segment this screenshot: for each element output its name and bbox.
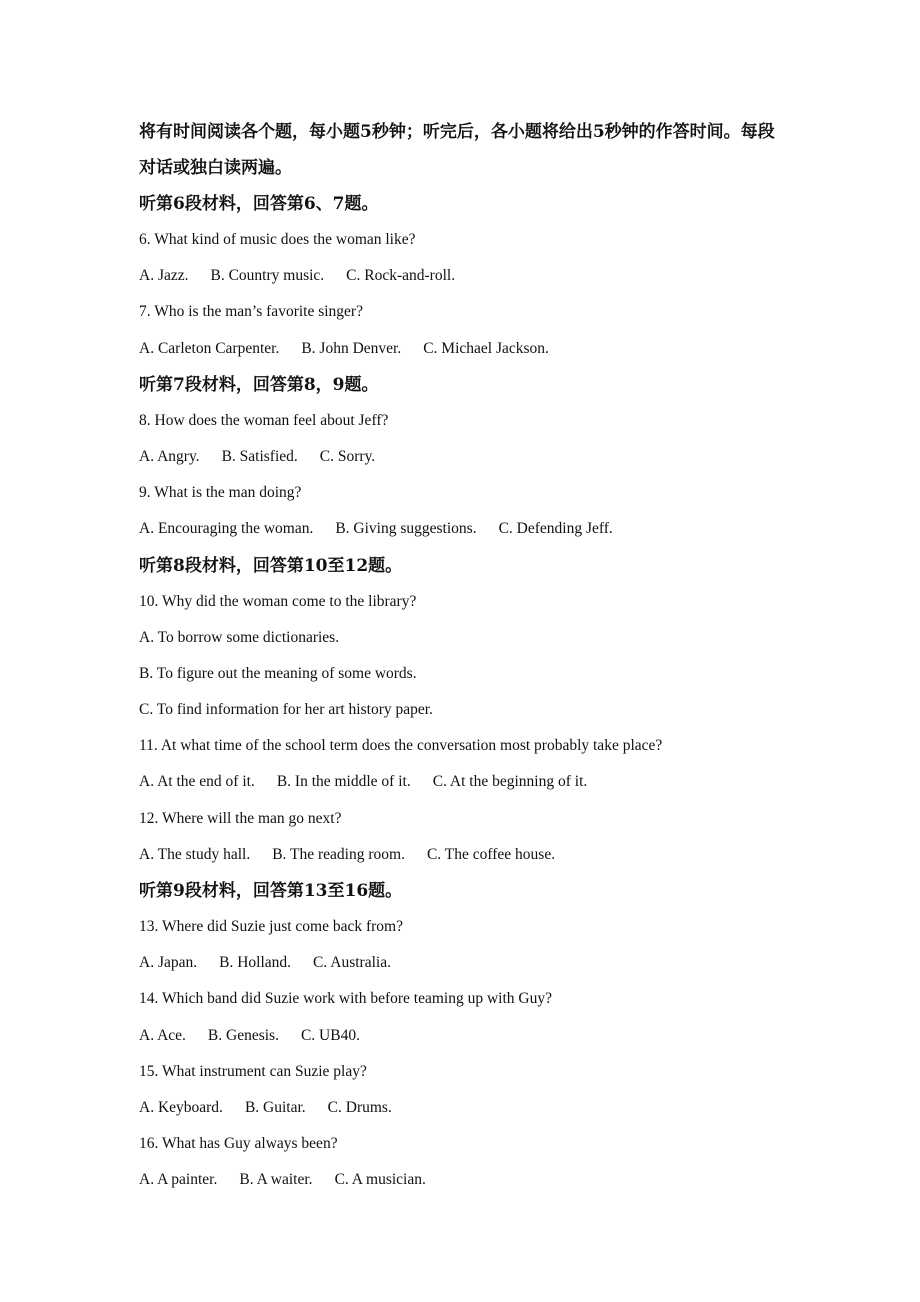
option-c: C. Michael Jackson. bbox=[423, 339, 549, 357]
option-b: B. The reading room. bbox=[272, 845, 405, 863]
option-c: C. Drums. bbox=[327, 1098, 392, 1116]
option-c: C. A musician. bbox=[334, 1171, 426, 1189]
option-b: B. Genesis. bbox=[207, 1026, 279, 1044]
question-stem: 14. Which band did Suzie work with before teaming up with Guy? bbox=[139, 990, 552, 1008]
options-row bbox=[139, 511, 789, 547]
option-b: B. Holland. bbox=[219, 954, 292, 972]
options-row bbox=[139, 945, 789, 981]
option-a: A. A painter. bbox=[139, 1171, 218, 1189]
option-a: A. At the end of it. bbox=[139, 773, 255, 791]
option-a: A. Keyboard. bbox=[139, 1098, 223, 1116]
option-c: C. The coffee house. bbox=[426, 845, 556, 863]
section-heading: 听第8段材料，回答第10至12题。 bbox=[139, 555, 403, 576]
question-stem: 6. What kind of music does the woman like? bbox=[139, 231, 416, 248]
options-row bbox=[139, 1090, 789, 1126]
option-c: C. Australia. bbox=[313, 954, 391, 972]
option-a: A. Angry. bbox=[139, 447, 200, 465]
option-a: A. Japan. bbox=[139, 954, 198, 972]
option-a: A. Carleton Carpenter. bbox=[139, 339, 280, 357]
option-c: C. UB40. bbox=[300, 1026, 360, 1044]
option-b: B. Country music. bbox=[210, 267, 325, 285]
options-row bbox=[139, 258, 789, 294]
option-b: B. John Denver. bbox=[301, 339, 402, 357]
options-row bbox=[139, 439, 789, 475]
option-a: A. Encouraging the woman. bbox=[139, 520, 314, 538]
option-c: C. Sorry. bbox=[319, 447, 376, 465]
question-stem: 8. How does the woman feel about Jeff? bbox=[139, 411, 389, 429]
listening-instructions: 将有时间阅读各个题，每小题5秒钟；听完后，各小题将给出5秒钟的作答时间。每段对话或独白读两遍。 bbox=[139, 122, 775, 178]
option-a: A. Jazz. bbox=[139, 267, 189, 285]
option-a: A. To borrow some dictionaries. bbox=[139, 628, 340, 646]
option-a: A. Ace. bbox=[139, 1026, 186, 1044]
options-row bbox=[139, 1018, 789, 1054]
options-row bbox=[139, 764, 789, 800]
question-stem: 10. Why did the woman come to the library? bbox=[139, 592, 417, 610]
section-heading: 听第6段材料，回答第6、7题。 bbox=[139, 194, 379, 214]
question-stem: 9. What is the man doing? bbox=[139, 484, 302, 502]
option-b: B. A waiter. bbox=[239, 1171, 313, 1189]
section-heading: 听第9段材料，回答第13至16题。 bbox=[139, 881, 403, 901]
option-b: B. Satisfied. bbox=[221, 447, 298, 465]
question-stem: 15. What instrument can Suzie play? bbox=[139, 1062, 367, 1080]
options-row bbox=[139, 1162, 789, 1198]
question-stem: 16. What has Guy always been? bbox=[139, 1135, 338, 1153]
options-row bbox=[139, 331, 789, 367]
option-b: B. In the middle of it. bbox=[276, 773, 411, 791]
question-stem: 11. At what time of the school term does the conversation most probably take place? bbox=[139, 737, 663, 755]
option-c: C. At the beginning of it. bbox=[432, 773, 588, 791]
option-c: C. Rock-and-roll. bbox=[346, 267, 456, 285]
option-a: A. The study hall. bbox=[139, 845, 251, 863]
question-stem: 12. Where will the man go next? bbox=[139, 809, 342, 827]
option-c: C. To find information for her art history paper. bbox=[139, 701, 433, 719]
option-b: B. Guitar. bbox=[244, 1098, 306, 1116]
question-stem: 13. Where did Suzie just come back from? bbox=[139, 918, 403, 935]
option-b: B. To figure out the meaning of some words. bbox=[139, 664, 417, 682]
question-stem: 7. Who is the man’s favorite singer? bbox=[139, 303, 363, 321]
section-heading: 听第7段材料，回答第8，9题。 bbox=[139, 374, 379, 395]
option-c: C. Defending Jeff. bbox=[498, 520, 613, 538]
option-b: B. Giving suggestions. bbox=[335, 520, 477, 538]
exam-page bbox=[139, 114, 789, 1199]
options-row bbox=[139, 837, 789, 873]
